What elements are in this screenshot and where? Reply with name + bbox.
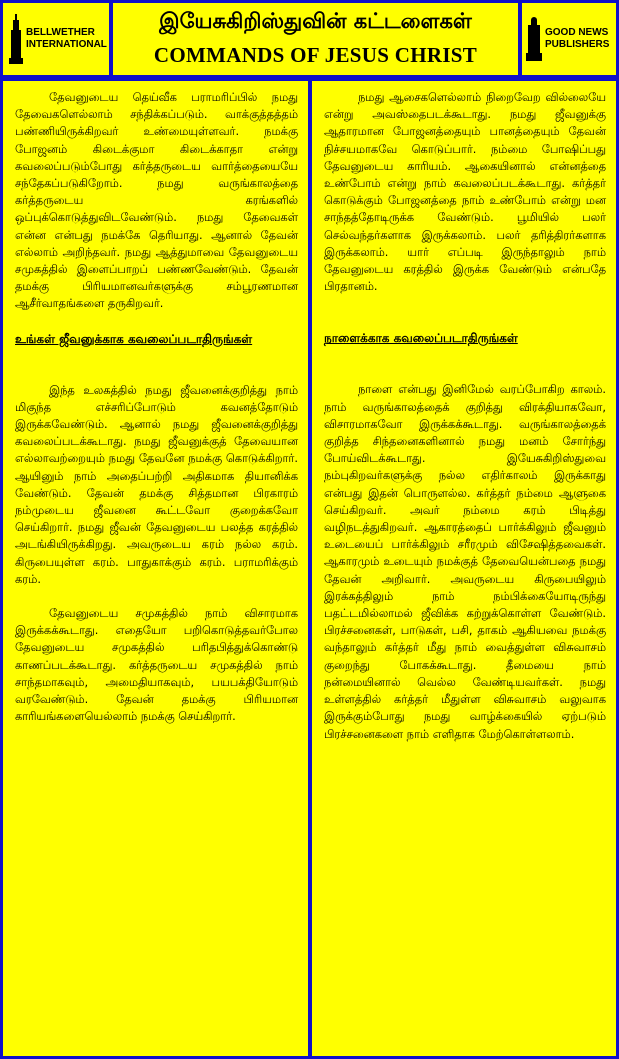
left-heading-1: உங்கள் ஜீவனுக்காக கவலைப்படாதிருங்கள் (15, 331, 253, 346)
title-english: COMMANDS OF JESUS CHRIST (153, 43, 478, 67)
header-title-box (113, 3, 518, 75)
left-logo-line1: BELLWETHER (26, 27, 95, 38)
right-logo-line1: GOOD NEWS (545, 27, 609, 38)
right-heading-1: நாளைக்காக கவலைப்படாதிருங்கள் (324, 331, 518, 346)
left-column (3, 81, 308, 1056)
right-paragraph-1: நமது ஆசைகளெல்லாம் நிறைவேற வில்லையே என்று அவஸ்தைபடக்கூடாது. நமது ஜீவனுக்கு ஆதாரமான போஜனத்தையும் பானத்தையும் தேவன் நிச்சயமாகவே கொடுப்பார். நம்மை போஷிப்பது தேவனுடைய காரியம். ஆகையினால் என்னத்தை உண்போம் என்று நாம் கவலைப்படக்கூடாது. கர்த்தர் கொடுக்கும் போஜனத்தை நாம் உண்போம் என்று மன சாந்தத்தோடிருக்க வேண்டும். பூமியில் பலர் செல்வந்தர்களாக இருக்கலாம். பலர் தரித்திரர்களாக இருக்கலாம். யார் எப்படி இருந்தாலும் நாம் தேவனுடைய கரத்தில் இருக்க வேண்டும் என்பதே பிரதானம். (324, 90, 606, 294)
header-right-logo-box (522, 3, 616, 75)
right-paragraph-2: நாளை என்பது இனிமேல் வரப்போகிற காலம். நாம் வருங்காலத்தைக் குறித்து விரக்தியாகவோ, விசாரமாகவோ இருக்கக்கூடாது. வருங்காலத்தைக் குறித்த சிந்தனைகளினால் நமது மனம் சோர்ந்து போய்விடக்கூடாது. இயேசுகிறிஸ்துவை நம்புகிறவர்களுக்கு நல்ல எதிர்காலம் இருக்காது என்பது இதன் பொருளல்ல. கர்த்தர் நம்மை ஆளுகை செய்கிறவர். அவர் நம்மை கரம் பிடித்து வழிநடத்துகிறவர். ஆகாரத்தைப் பார்க்கிலும் ஜீவனும் உடையைப் பார்க்கிலும் சரீரமும் விசேஷித்தவைகள். ஆகாரமும் உடையும் நமக்குத் தேவையென்பதை நமது தேவன் அறிவார். அவருடைய கிருபையிலும் இரக்கத்திலும் நாம் நம்பிக்கையோடிருந்து பதட்டமில்லாமல் ஜீவிக்க கற்றுக்கொள்ள வேண்டும். பிரச்சனைகள், பாடுகள், பசி, தாகம் ஆகியவை நமக்கு வந்தாலும் கர்த்தர் மீது நாம் வைத்துள்ள விசுவாசம் குறைந்து போகக்கூடாது. தீமையை நாம் நன்மையினால் வெல்ல வேண்டியவர்கள். நமது உள்ளத்தில் கர்த்தர் மீதுள்ள விசுவாசம் வலுவாக இருக்கும்போது நமது வாழ்க்கையில் ஏற்படும் பிரச்சனைகளை நாம் எளிதாக மேற்கொள்ளலாம். (324, 382, 606, 741)
right-logo-line2: PUBLISHERS (545, 39, 610, 50)
tower-icon (9, 14, 23, 64)
header-left-logo-box (3, 3, 109, 75)
title-tamil: இயேசுகிறிஸ்துவின் கட்டளைகள் (159, 9, 472, 33)
left-logo-line2: INTERNATIONAL (26, 39, 107, 50)
left-paragraph-1: தேவனுடைய தெய்வீக பராமரிப்பில் நமது தேவைகளெல்லாம் சந்திக்கப்படும். வாக்குத்தத்தம் பண்ணியிருக்கிறவர் உண்மையுள்ளவர். நமக்கு போஜனம் கிடைக்குமா கிடைக்காதா என்று கவலைப்படும்போது கர்த்தருடைய வார்த்தையையே சந்தேகப்படுகிறோம். நமது வருங்காலத்தை கர்த்தருடைய கரங்களில் ஒப்புக்கொடுத்துவிடவேண்டும். நமது தேவைகள் என்ன என்பது நமக்கே தெரியாது. ஆனால் தேவன் எல்லாம் அறிந்தவர். நமது ஆத்துமாவை தேவனுடைய சமுகத்தில் இளைப்பாறப் பண்ணவேண்டும். தேவன் தமக்கு பிரியமானவர்களுக்கு சம்பூரணமான ஆசீர்வாதங்களை தருகிறவர். (15, 90, 298, 311)
good-news-logo (526, 17, 609, 61)
bellwether-logo (9, 14, 107, 64)
left-paragraph-3: தேவனுடைய சமுகத்தில் நாம் விசாரமாக இருக்கக்கூடாது. எதையோ பறிகொடுத்தவர்போல தேவனுடைய சமுகத்தில் பரிதபித்துக்கொண்டு காணப்படக்கூடாது. கர்த்தருடைய சமுகத்தில் நாம் சாந்தமாகவும், அமைதியாகவும், பயபக்தியோடும் வரவேண்டும். தேவன் தமக்கு பிரியமான காரியங்களையெல்லாம் நமக்கு செய்கிறார். (15, 606, 298, 724)
left-paragraph-2: இந்த உலகத்தில் நமது ஜீவனைக்குறித்து நாம் மிகுந்த எச்சரிப்போடும் கவனத்தோடும் இருக்கவேண்டும். ஆனால் நமது ஜீவனைக்குறித்து கவலைப்படக்கூடாது. நமது ஜீவனுக்குத் தேவையான எல்லாவற்றையும் நமது தேவனே நமக்கு கொடுக்கிறார். ஆயினும் நாம் அதைப்பற்றி அதிகமாக தியானிக்க வேண்டும். தேவன் தமக்கு சித்தமான பிரகாரம் நம்முடைய ஜீவனை கூட்டவோ குறைக்கவோ செய்கிறார். நமது ஜீவன் தேவனுடைய பலத்த கரத்தில் அடங்கியிருக்கிறது. அவருடைய கரம் நல்ல கரம். கிருபையுள்ள கரம். பாதுகாக்கும் கரம். பராமரிக்கும் கரம். (15, 382, 298, 586)
bell-icon (526, 17, 542, 61)
right-column (312, 81, 616, 1056)
